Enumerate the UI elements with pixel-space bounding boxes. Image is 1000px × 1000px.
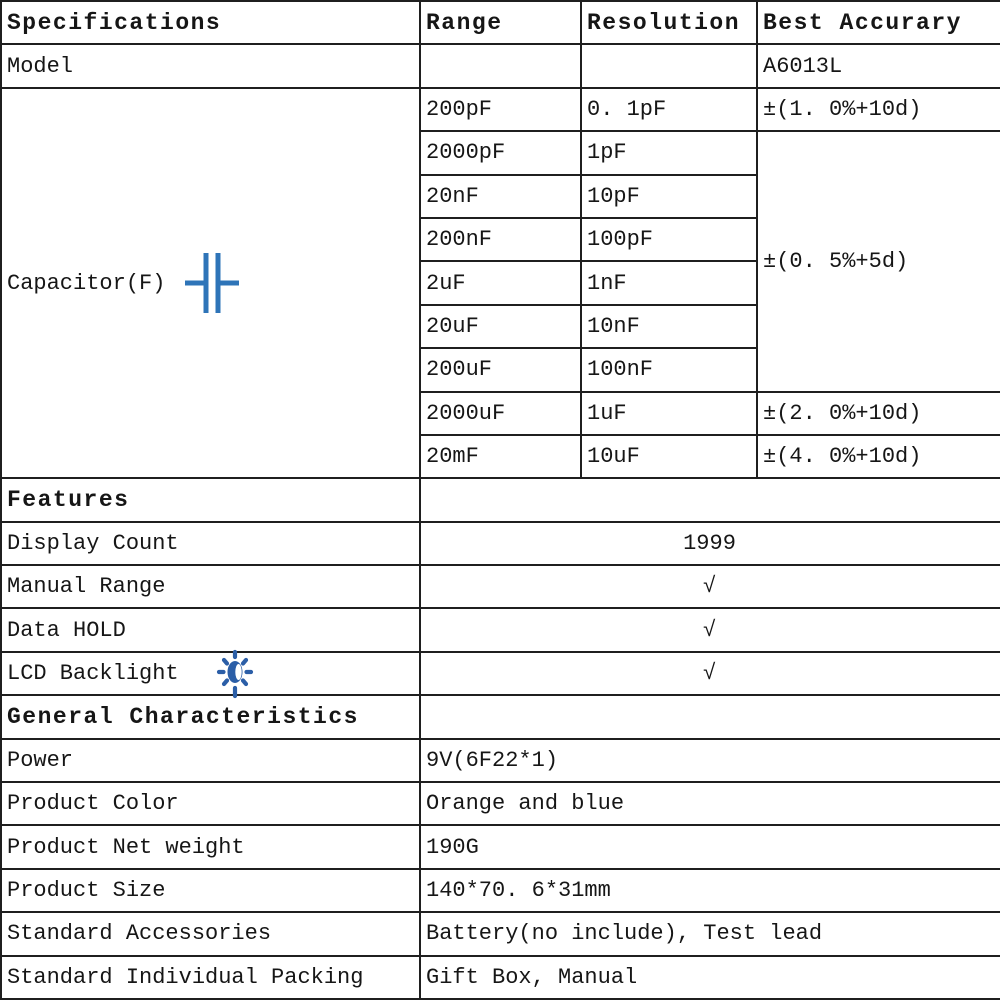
feature-value-check: √ [420,608,1000,651]
accuracy-cell: ±(1. 0%+10d) [757,88,1000,131]
col-header-best-accuracy: Best Accurary [757,1,1000,44]
lcd-backlight-label: LCD Backlight [7,661,179,687]
feature-value-check: √ [420,565,1000,608]
general-label: Product Size [1,869,420,912]
feature-label: Display Count [1,522,420,565]
range-cell: 200nF [420,218,581,261]
capacitor-label: Capacitor(F) [7,270,166,296]
sun-core-highlight [235,664,241,680]
resolution-cell: 100pF [581,218,757,261]
range-cell: 20uF [420,305,581,348]
capacitor-label-cell [1,88,420,479]
resolution-cell: 1uF [581,392,757,435]
feature-row [1,608,1000,651]
accuracy-cell: ±(4. 0%+10d) [757,435,1000,478]
general-label: Product Net weight [1,825,420,868]
model-label: Model [1,44,420,87]
range-cell: 2000pF [420,131,581,174]
empty-cell [420,478,1000,521]
general-label: Standard Accessories [1,912,420,955]
col-header-resolution: Resolution [581,1,757,44]
range-cell: 20nF [420,175,581,218]
features-section-label: Features [1,478,420,521]
range-cell: 2uF [420,261,581,304]
range-cell: 2000uF [420,392,581,435]
range-cell: 200pF [420,88,581,131]
general-value: 9V(6F22*1) [420,739,1000,782]
sun-backlight-icon [216,649,254,699]
empty-cell [420,695,1000,738]
resolution-cell: 1pF [581,131,757,174]
general-row [1,912,1000,955]
feature-row [1,652,1000,695]
resolution-cell: 1nF [581,261,757,304]
features-section-row [1,478,1000,521]
feature-value-check: √ [420,652,1000,695]
general-row [1,869,1000,912]
resolution-cell: 10nF [581,305,757,348]
general-row [1,956,1000,999]
general-row [1,739,1000,782]
general-value: 190G [420,825,1000,868]
empty-cell [420,44,581,87]
resolution-cell: 100nF [581,348,757,391]
feature-value: 1999 [420,522,1000,565]
accuracy-merged-cell: ±(0. 5%+5d) [757,131,1000,391]
model-row [1,44,1000,87]
feature-row [1,522,1000,565]
feature-label-lcd-backlight [1,652,420,695]
header-row [1,1,1000,44]
general-section-label: General Characteristics [1,695,420,738]
range-cell: 200uF [420,348,581,391]
general-label: Power [1,739,420,782]
resolution-cell: 10pF [581,175,757,218]
general-value: Orange and blue [420,782,1000,825]
feature-label: Data HOLD [1,608,420,651]
general-section-row [1,695,1000,738]
general-row [1,825,1000,868]
general-value: Gift Box, Manual [420,956,1000,999]
col-header-range: Range [420,1,581,44]
capacitor-row [1,88,1000,131]
capacitor-symbol-icon [185,251,239,315]
feature-label: Manual Range [1,565,420,608]
range-cell: 20mF [420,435,581,478]
general-value: Battery(no include), Test lead [420,912,1000,955]
accuracy-cell: ±(2. 0%+10d) [757,392,1000,435]
model-value: A6013L [757,44,1000,87]
general-label: Standard Individual Packing [1,956,420,999]
resolution-cell: 10uF [581,435,757,478]
general-value: 140*70. 6*31mm [420,869,1000,912]
general-label: Product Color [1,782,420,825]
empty-cell [581,44,757,87]
col-header-specifications: Specifications [1,1,420,44]
feature-row [1,565,1000,608]
resolution-cell: 0. 1pF [581,88,757,131]
general-row [1,782,1000,825]
